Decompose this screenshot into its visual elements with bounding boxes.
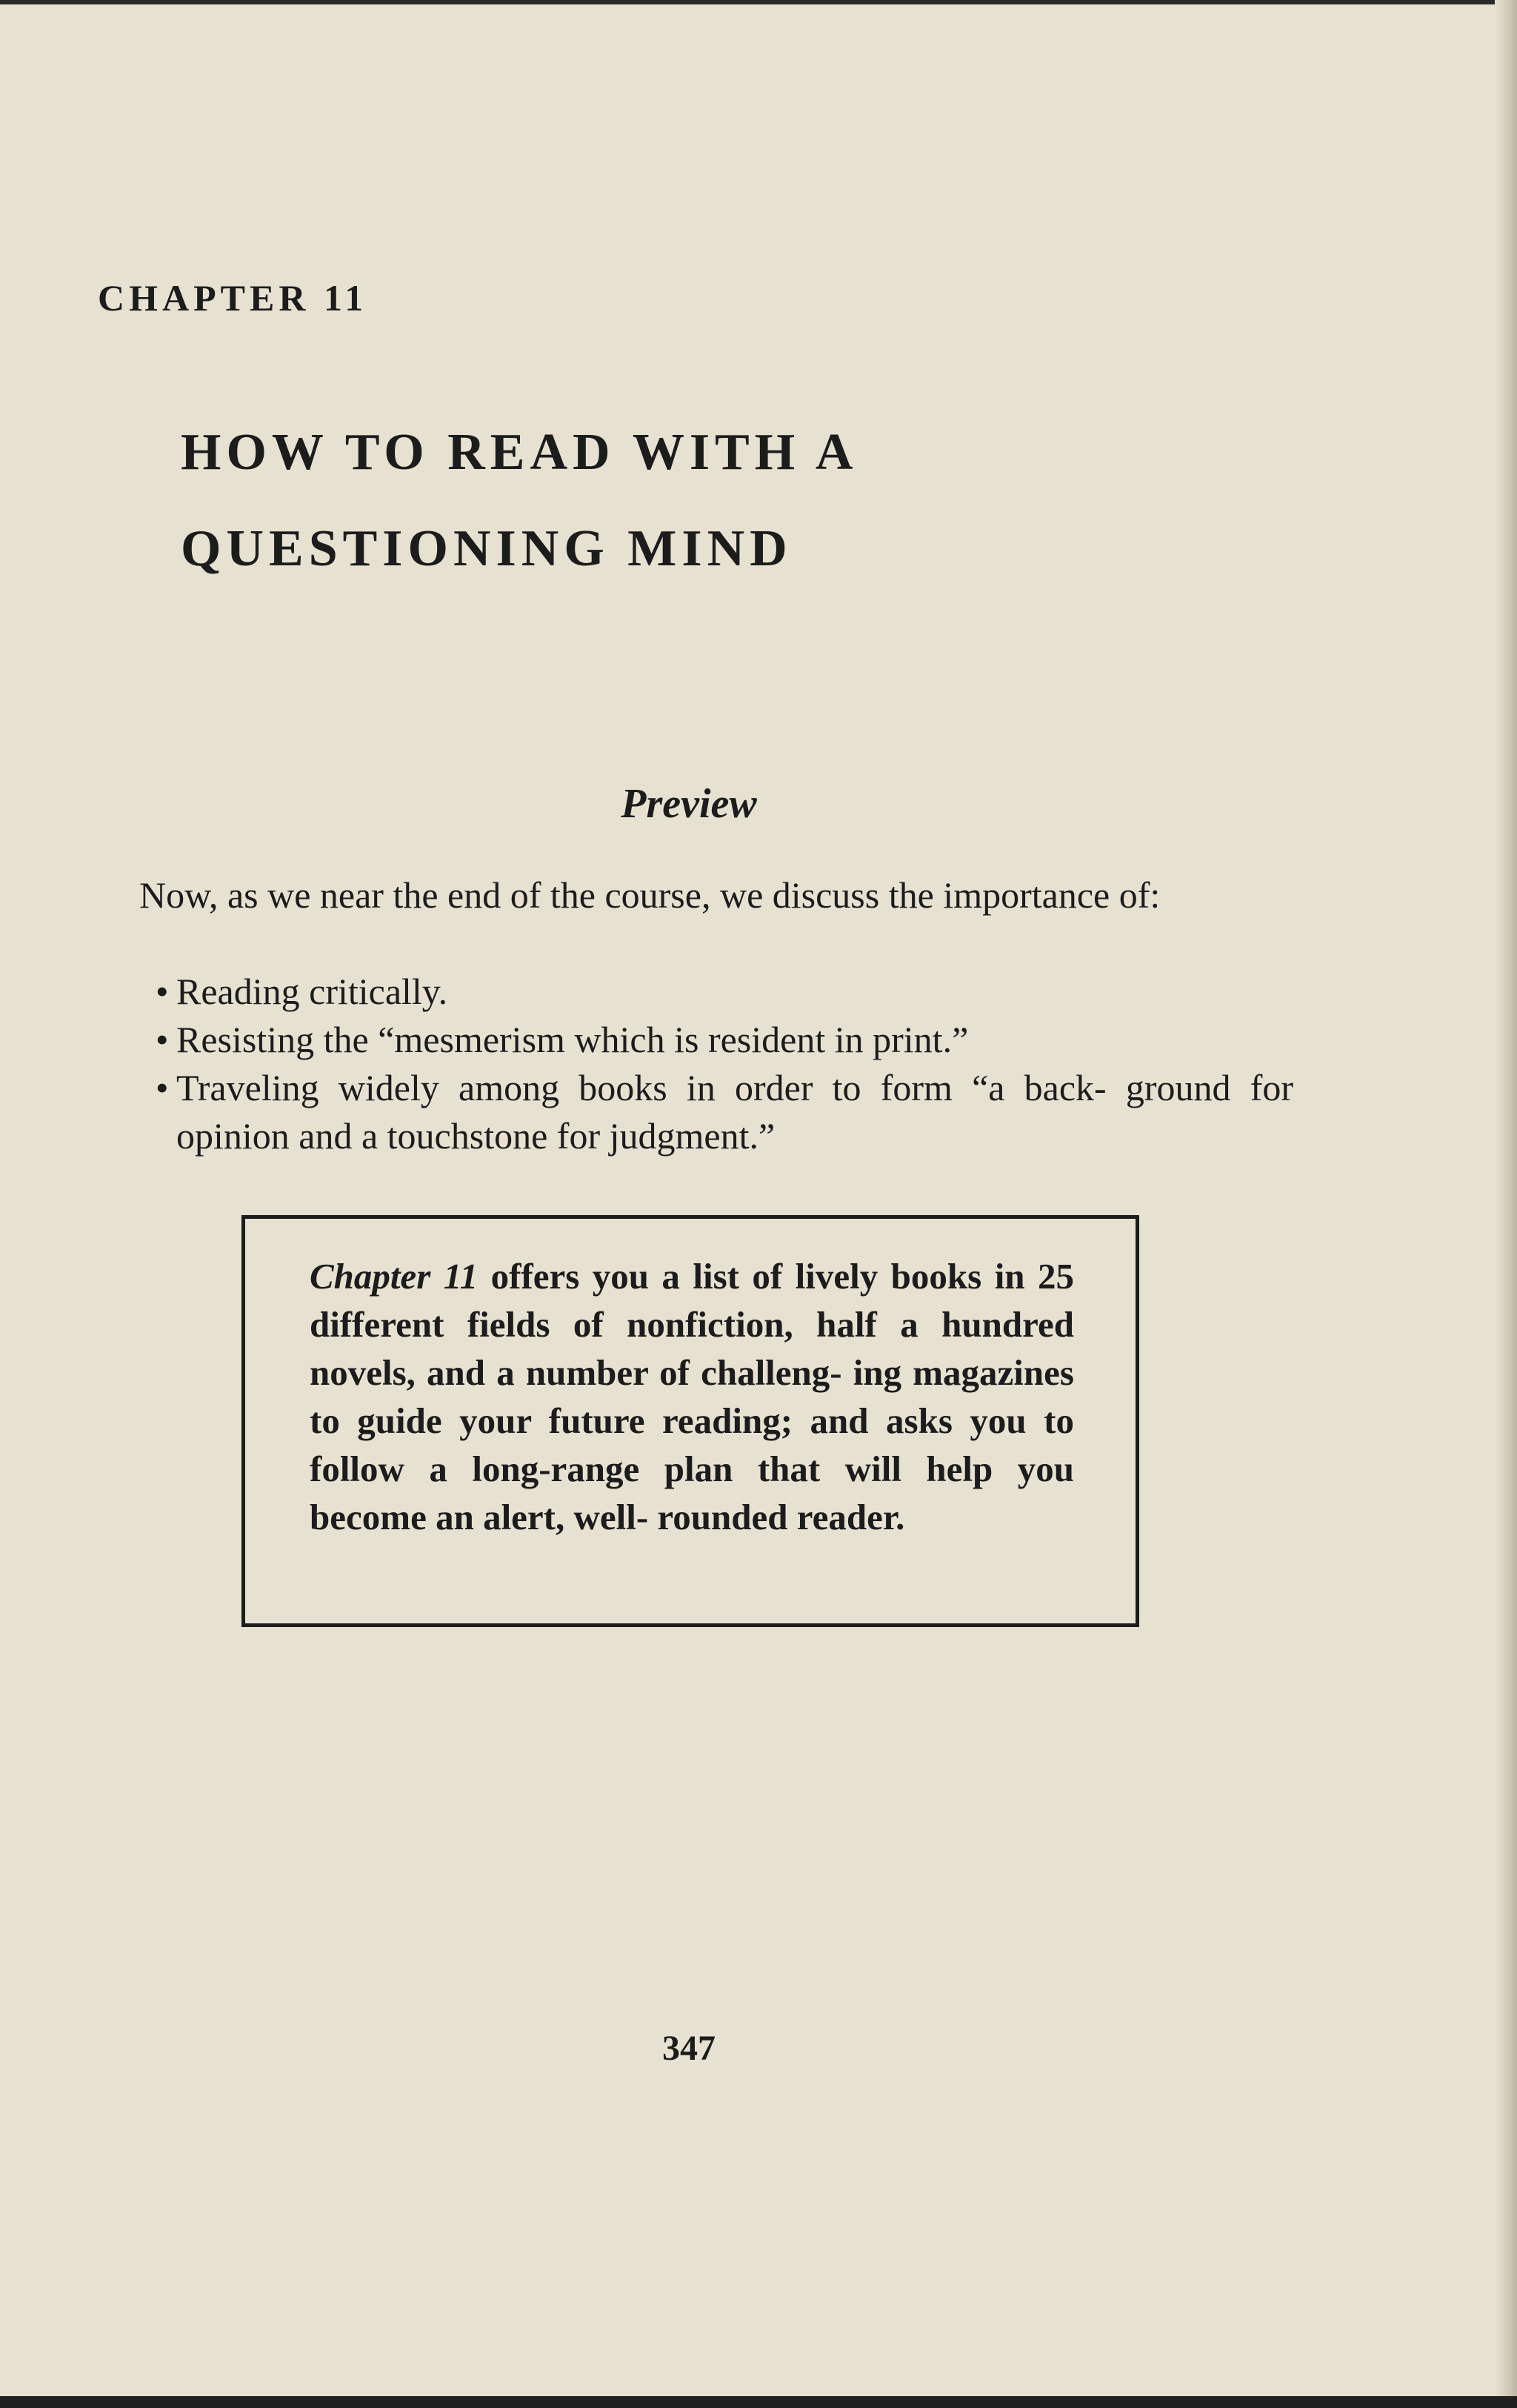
page-bottom-edge (0, 2396, 1517, 2408)
bullet-dot-icon: • (156, 971, 169, 1012)
chapter-label: CHAPTER 11 (98, 277, 368, 319)
chapter-title (181, 405, 858, 597)
page-number: 347 (662, 2029, 716, 2068)
chapter-title-line-1: HOW TO READ WITH A (181, 424, 858, 481)
chapter-summary-lead: Chapter 11 (310, 1256, 479, 1297)
chapter-summary-body: offers you a list of lively books in 25 different fields of nonfiction, half a hundred novels, and a number of challeng- ing magazines to guide your future reading; and asks you to follow a long-range plan that will help you become an alert, well- rounded reader. (310, 1256, 1074, 1537)
page-top-edge (0, 0, 1517, 4)
chapter-title-line-2: QUESTIONING MIND (181, 520, 793, 577)
preview-bullet-text: Resisting the “mesmerism which is resident in print.” (176, 1019, 969, 1060)
preview-bullet-item (156, 968, 1293, 1016)
preview-bullet-list (156, 968, 1293, 1160)
preview-heading: Preview (621, 781, 757, 827)
preview-bullet-text: Traveling widely among books in order to form “a back- ground for opinion and a touchstone for judgment.” (176, 1067, 1293, 1157)
preview-bullet-text: Reading critically. (176, 971, 448, 1012)
preview-bullet-item (0, 1064, 1293, 1160)
bullet-dot-icon: • (156, 1067, 169, 1108)
page-right-edge (1495, 0, 1517, 2408)
preview-bullet-item (156, 1016, 1293, 1064)
preview-intro: Now, as we near the end of the course, we discuss the importance of: (139, 874, 1161, 916)
bullet-dot-icon: • (156, 1019, 169, 1060)
chapter-summary-text (310, 1252, 1074, 1541)
